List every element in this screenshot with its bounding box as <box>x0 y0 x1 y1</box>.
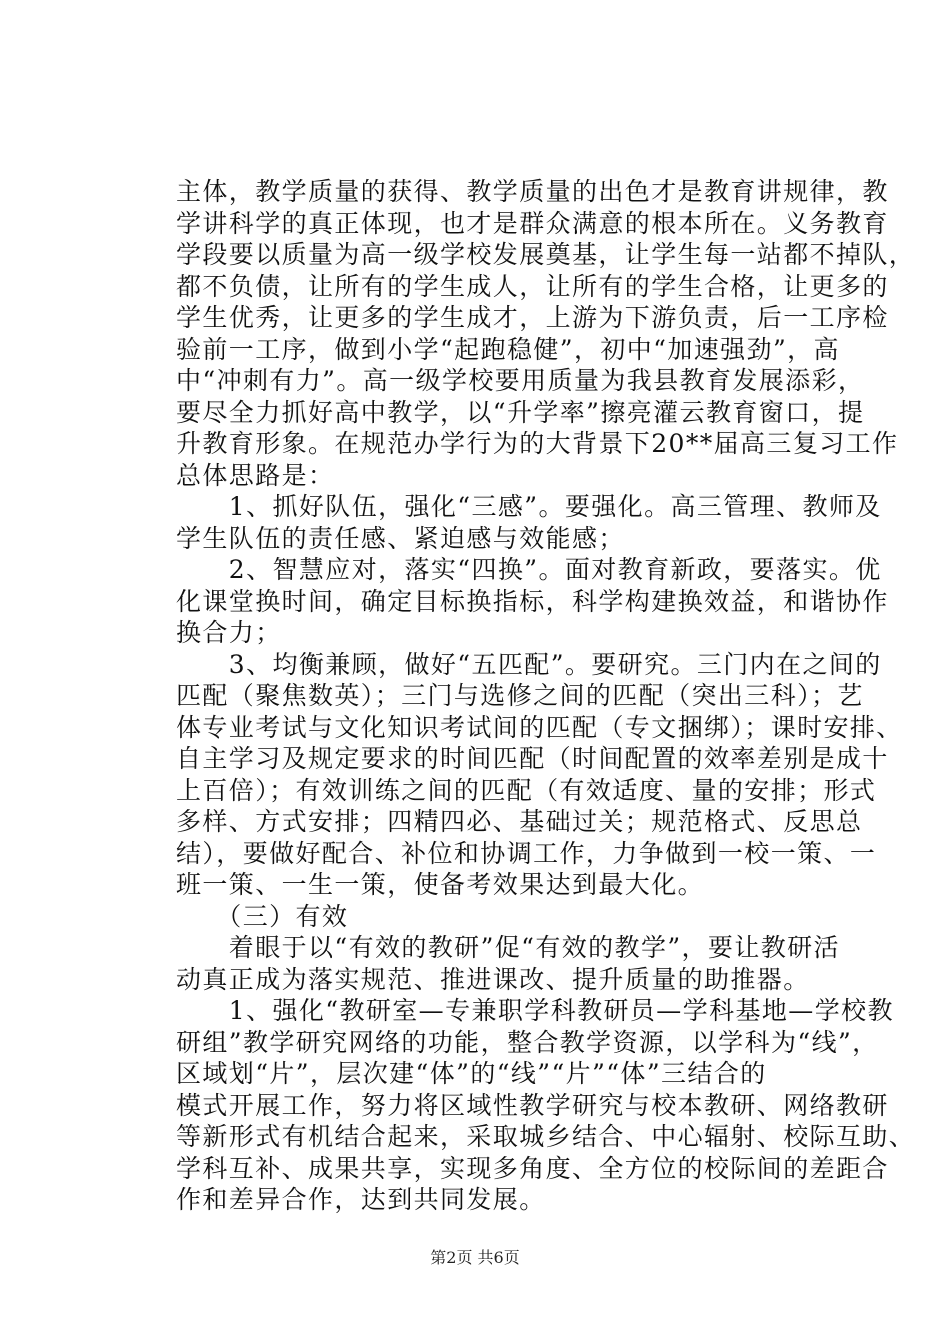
text-line: 验前一工序，做到小学“起跑稳健”，初中“加速强劲”，高 <box>176 334 840 364</box>
text-line: 作和差异合作，达到共同发展。 <box>176 1185 546 1214</box>
text-line: 总体思路是： <box>176 460 335 490</box>
text-line: 学生队伍的责任感、紧迫感与效能感； <box>176 523 625 553</box>
text-line: 体专业考试与文化知识考试间的匹配（专文捆绑）；课时安排、 <box>176 712 903 742</box>
text-line: 化课堂换时间，确定目标换指标，科学构建换效益，和谐协作 <box>176 586 889 616</box>
text-line: 2、智慧应对，落实“四换”。面对教育新政，要落实。优 <box>176 555 882 584</box>
text-line: 换合力； <box>176 618 282 647</box>
text-line: 主体，教学质量的获得、教学质量的出色才是教育讲规律，教 <box>176 177 889 206</box>
text-line: 班一策、一生一策，使备考效果达到最大化。 <box>176 870 705 899</box>
document-body <box>176 176 916 1216</box>
text-line: 1、抓好队伍，强化“三感”。要强化。高三管理、教师及 <box>176 492 882 521</box>
text-line: 结），要做好配合、补位和协调工作，力争做到一校一策、一 <box>176 838 877 868</box>
text-line: 研组”教学研究网络的功能，整合教学资源，以学科为“线”， <box>176 1027 879 1057</box>
text-line: 都不负债，让所有的学生成人，让所有的学生合格，让更多的 <box>176 271 889 301</box>
text-line: 中“冲刺有力”。高一级学校要用质量为我县教育发展添彩， <box>176 366 865 395</box>
text-line: 学段要以质量为高一级学校发展奠基，让学生每一站都不掉队， <box>176 240 916 269</box>
text-line: 学讲科学的真正体现，也才是群众满意的根本所在。义务教育 <box>176 208 889 238</box>
text-line: 上百倍）；有效训练之间的匹配（有效适度、量的安排；形式 <box>176 775 877 805</box>
text-line: 模式开展工作，努力将区域性教学研究与校本教研、网络教研 <box>176 1090 889 1120</box>
text-line: 升教育形象。在规范办学行为的大背景下20**届高三复习工作 <box>176 429 899 458</box>
text-line: 匹配（聚焦数英）；三门与选修之间的匹配（突出三科）；艺 <box>176 681 864 710</box>
text-line: 3、均衡兼顾，做好“五匹配”。要研究。三门内在之间的 <box>176 649 882 679</box>
text-line: 学科互补、成果共享，实现多角度、全方位的校际间的差距合 <box>176 1153 889 1183</box>
text-line: 自主学习及规定要求的时间匹配（时间配置的效率差别是成十 <box>176 744 889 773</box>
text-line: 要尽全力抓好高中教学，以“升学率”擦亮灌云教育窗口，提 <box>176 397 865 427</box>
text-line: 1、强化“教研室—专兼职学科教研员—学科基地—学校教 <box>176 996 894 1025</box>
text-line: 学生优秀，让更多的学生成才，上游为下游负责，后一工序检 <box>176 303 889 332</box>
text-line: 等新形式有机结合起来，采取城乡结合、中心辐射、校际互助、 <box>176 1122 916 1151</box>
text-line: 动真正成为落实规范、推进课改、提升质量的助推器。 <box>176 964 810 994</box>
text-line: 多样、方式安排；四精四必、基础过关；规范格式、反思总 <box>176 807 863 836</box>
section-heading: （三）有效 <box>176 901 349 931</box>
text-line: 区域划“片”，层次建“体”的“线”“片”“体”三结合的 <box>176 1059 767 1088</box>
page-number-footer: 第2页 共6页 <box>430 1248 520 1267</box>
text-line: 着眼于以“有效的教研”促“有效的教学”，要让教研活 <box>176 933 840 962</box>
